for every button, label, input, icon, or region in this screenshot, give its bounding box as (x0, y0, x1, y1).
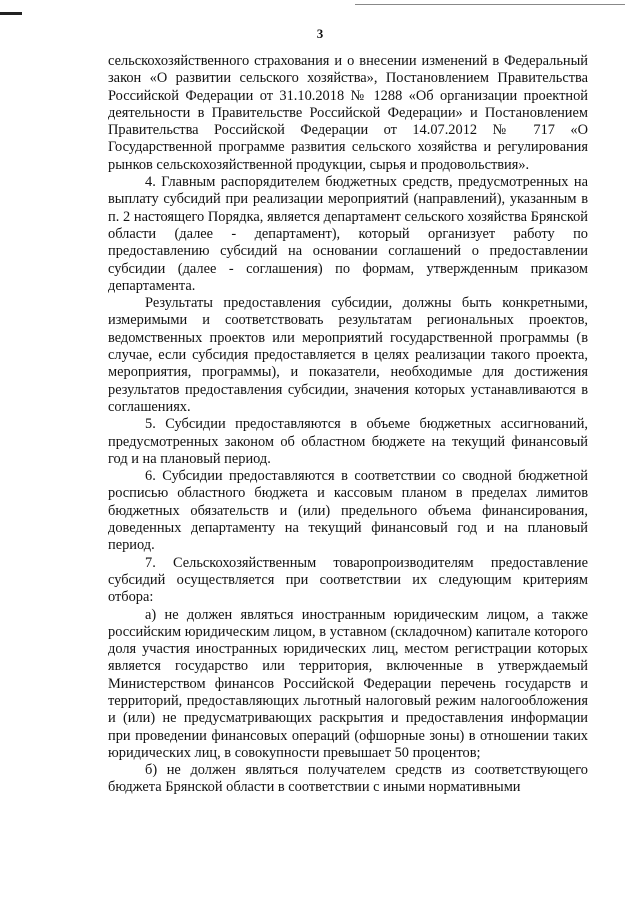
paragraph-item-5: 5. Субсидии предоставляются в объеме бюджетных ассигнований, предусмотренных законом об областном бюджете на текущий финансовый год и на плановый период. (108, 416, 588, 467)
scan-edge-mark (0, 12, 22, 15)
paragraph-item-7: 7. Сельскохозяйственным товаропроизводителям предоставление субсидий осуществляется при соответствии их следующим критериям отбора: (108, 554, 588, 606)
document-body (108, 53, 588, 797)
paragraph-criterion-b: б) не должен являться получателем средств из соответствующего бюджета Брянской области в соответствии с иными нормативными (108, 762, 588, 796)
paragraph-criterion-a: а) не должен являться иностранным юридическим лицом, а также российским юридическим лицом, в уставном (складочном) капитале которого доля участия иностранных юридических лиц, местом регистрации которых является государство или территория, включенные в утверждаемый Министерством финансов Российской Федерации перечень государств и территорий, предоставляющих льготный налоговый режим налогообложения и (или) не предусматривающих раскрытия и предоставления информации при проведении финансовых операций (офшорные зоны) в отношении таких юридических лиц, в совокупности превышает 50 процентов; (108, 606, 588, 761)
paragraph-item-4: 4. Главным распорядителем бюджетных средств, предусмотренных на выплату субсидий при реализации мероприятий (направлений), указанным в п. 2 настоящего Порядка, является департамент сельского хозяйства Брянской области (далее - департамент), который организует работу по предоставлению субсидий на основании соглашений о предоставлении субсидии (далее - соглашения) по формам, утвержденным приказом департамента. (108, 174, 588, 294)
paragraph-results: Результаты предоставления субсидии, должны быть конкретными, измеримыми и соответствовать результатам региональных проектов, ведомственных проектов или мероприятий государственной программы (в случае, если субсидия предоставляется в целях реализации такого проекта, мероприятия, программы), и показатели, необходимые для достижения результатов предоставления субсидии, значения которых устанавливаются в соглашениях. (108, 295, 588, 415)
paragraph-continuation: сельскохозяйственного страхования и о внесении изменений в Федеральный закон «О развитии сельского хозяйства», Постановлением Правительства Российской Федерации от 31.10.2018 № 1288 «Об организации проектной деятельности в Правительстве Российской Федерации» и Постановлением Правительства Российской Федерации от 14.07.2012 № 717 «О Государственной программе развития сельского хозяйства и регулирования рынков сельскохозяйственной продукции, сырья и продовольствия». (108, 53, 588, 173)
scan-edge-line (355, 4, 625, 5)
page-number: 3 (316, 26, 324, 41)
paragraph-item-6: 6. Субсидии предоставляются в соответствии со сводной бюджетной росписью областного бюджета и кассовым планом в пределах лимитов бюджетных обязательств и (или) предельного объема финансирования, доведенных департаменту на текущий финансовый год и на плановый период. (108, 468, 588, 554)
